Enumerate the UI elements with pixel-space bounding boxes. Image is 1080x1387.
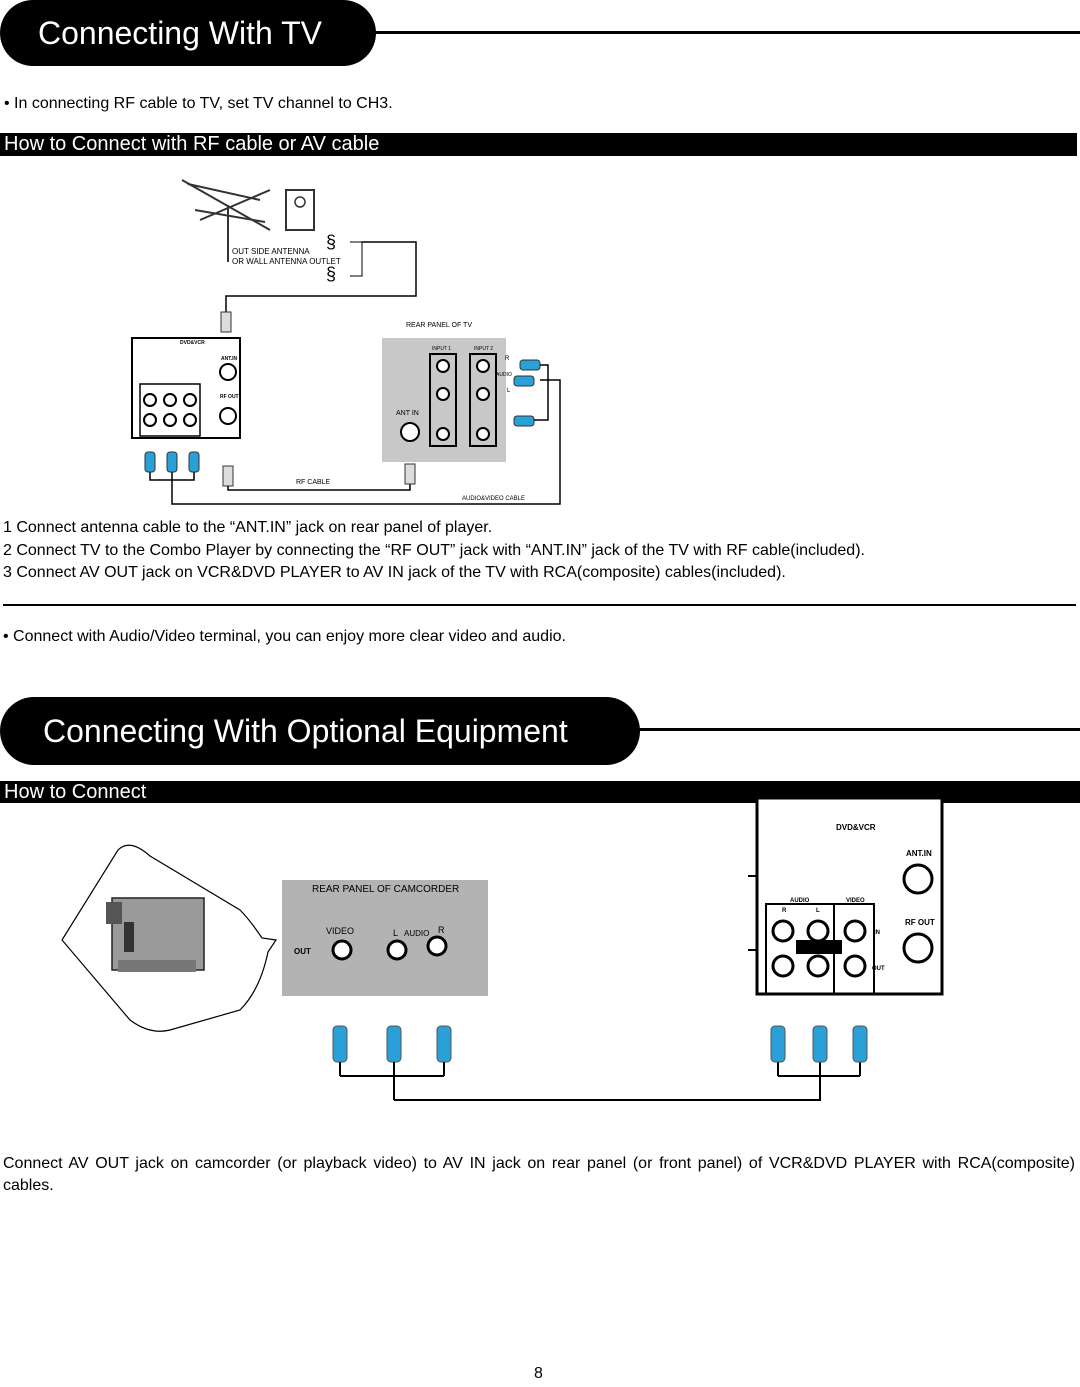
ant-in-label: ANT.IN (221, 356, 238, 362)
player-in-label: IN (874, 930, 880, 936)
step-3: 3 Connect AV OUT jack on VCR&DVD PLAYER to AV IN jack of the TV with RCA(composite) cables(included). (3, 564, 786, 581)
camcorder-rear-panel (282, 880, 488, 996)
channel-note: • In connecting RF cable to TV, set TV channel to CH3. (4, 95, 393, 112)
tv-panel-title: REAR PANEL OF TV (406, 322, 472, 329)
rca-plug-set (514, 360, 540, 426)
tv-connection-diagram (0, 170, 580, 510)
camcorder-icon (106, 898, 204, 972)
tv-l-label: L (507, 388, 511, 394)
cam-r-label: R (438, 925, 445, 935)
header-rule (636, 728, 1080, 731)
camcorder-connection-diagram (0, 790, 960, 1110)
rf-out-label: RF OUT (905, 918, 935, 927)
section-title-text: Connecting With Optional Equipment (43, 712, 568, 749)
av-tip: • Connect with Audio/Video terminal, you can enjoy more clear video and audio. (3, 628, 566, 645)
divider-rule (3, 604, 1076, 606)
section-title-text: Connecting With TV (38, 14, 322, 51)
cable-squiggle-icon: § (326, 264, 337, 284)
input-1-label: INPUT 1 (432, 346, 452, 352)
player-l-label: L (816, 908, 820, 914)
cam-l-label: L (393, 928, 399, 938)
cam-audio-label: AUDIO (404, 929, 430, 938)
antenna-label-1: OUT SIDE ANTENNA (232, 247, 310, 256)
player-title: DVD&VCR (836, 823, 876, 832)
header-rule (372, 31, 1080, 34)
input-2-label: INPUT 2 (474, 346, 494, 352)
wall-outlet-icon (286, 190, 314, 230)
av-cable-label: AUDIO&VIDEO CABLE (462, 496, 526, 502)
subsection-bar-rf-av: How to Connect with RF cable or AV cable (0, 133, 1077, 156)
section-title-connecting-tv (0, 0, 376, 66)
cam-out-label: OUT (294, 947, 311, 956)
camcorder-instructions: Connect AV OUT jack on camcorder (or playback video) to AV IN jack on rear panel (or front panel) of VCR&DVD PLAYER with RCA(composite) cables. (3, 1155, 1075, 1194)
player-out-label: OUT (872, 966, 885, 972)
player-r-label: R (782, 908, 787, 914)
tv-ant-in-label: ANT IN (396, 410, 419, 417)
rf-cable-label: RF CABLE (296, 479, 331, 486)
tv-r-label: R (505, 356, 510, 362)
rf-out-label: RF OUT (220, 394, 239, 400)
page-number: 8 (534, 1365, 543, 1382)
player-title: DVD&VCR (180, 340, 205, 346)
cam-video-label: VIDEO (326, 926, 355, 936)
tv-audio-label: AUDIO (496, 372, 512, 378)
step-1: 1 Connect antenna cable to the “ANT.IN” jack on rear panel of player. (3, 519, 493, 536)
rca-plug-set (333, 1026, 451, 1062)
cable-squiggle-icon: § (326, 232, 337, 252)
ant-in-label: ANT.IN (906, 849, 932, 858)
antenna-label-2: OR WALL ANTENNA OUTLET (232, 257, 341, 266)
player-video-label: VIDEO (846, 898, 865, 904)
section-title-optional-equipment (0, 697, 640, 765)
camcorder-panel-title: REAR PANEL OF CAMCORDER (312, 884, 460, 895)
step-2: 2 Connect TV to the Combo Player by connecting the “RF OUT” jack with “ANT.IN” jack of the TV with RF cable(included). (3, 542, 865, 559)
player-audio-label: AUDIO (790, 898, 810, 904)
rca-plug-set (771, 1026, 867, 1062)
rca-plug-set (145, 452, 199, 472)
subsection-bar-how-to-connect: How to Connect (0, 781, 1080, 803)
